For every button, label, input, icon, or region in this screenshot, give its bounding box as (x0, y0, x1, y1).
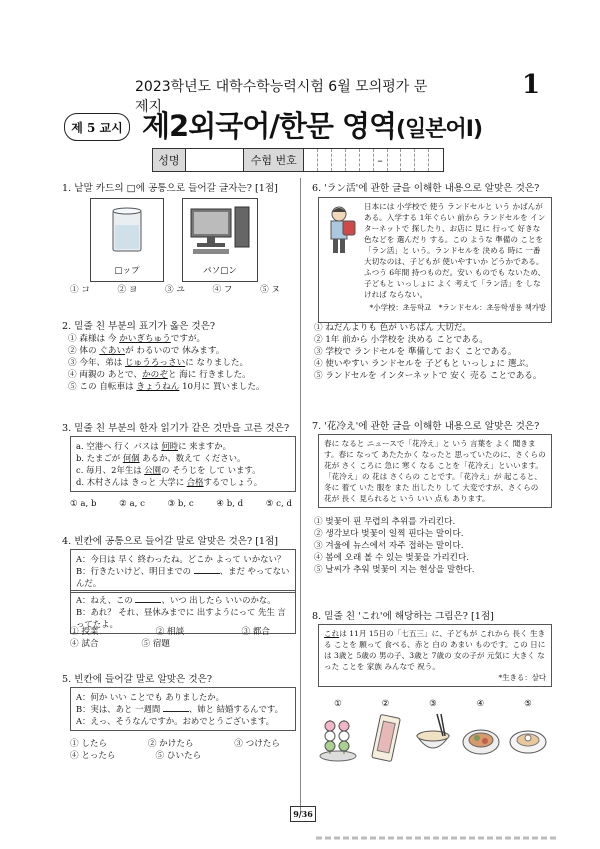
q2-title: 2. 밑줄 친 부분의 표기가 옳은 것은? (62, 321, 216, 332)
q4-option[interactable]: ⑤ 宿題 (141, 639, 171, 649)
name-exam-number-bar (152, 148, 444, 172)
dish-icon[interactable] (461, 712, 501, 762)
exam-no-cell[interactable] (332, 149, 346, 171)
subject-main: 제2외국어/한문 영역 (142, 109, 396, 143)
q5-option[interactable]: ③ つけたら (234, 739, 280, 749)
q1-option[interactable]: ③ ユ (165, 285, 185, 295)
exam-no-cell[interactable] (429, 149, 443, 171)
q3-box (70, 436, 296, 492)
computer-icon (183, 199, 257, 261)
q4-blank (135, 594, 161, 603)
q5-option[interactable]: ② かけたら (147, 739, 194, 749)
q2-option[interactable]: ② 体の ぐあいが わるいので 休みます。 (68, 346, 225, 356)
q8-note: *生きる：살다 (498, 673, 546, 682)
q1-card1-label: □ップ (114, 266, 140, 276)
q8-images (318, 712, 548, 762)
q3-line: a. 空港へ 行く バスは 何時に 来ますか。 (76, 441, 231, 451)
q3-option[interactable]: ③ b, c (167, 499, 194, 509)
q6-note: *小学校：초등학교 *ランドセル：초등학생용 책가방 (369, 303, 546, 312)
exam-no-cell[interactable] (360, 149, 374, 171)
q7-option[interactable]: ④ 봄에 오래 볼 수 있는 벚꽃을 가리킨다. (314, 553, 469, 563)
q7-box (318, 434, 552, 508)
q3-line: b. たまごが 何個 あるか、数えて ください。 (76, 453, 246, 463)
q8-passage: これは 11月 15日の「七五三」に、子どもが これから 長く 生きる ことを 願って 食べる、赤と 白の あまい ものです。この 日には 3歳と 5歳の 男の子、3歳と 7歳の 女の子が 元気に 大きく なった ことを 家族 みんなで 祝う。 (324, 629, 546, 671)
q6-box (318, 197, 552, 323)
q5-box: A：何か いい ことでも ありましたか。 B：実は、あと 一週間 、姉と 結婚するんです。 A：えっ、そうなんですか。おめでとうございます。 (70, 687, 296, 731)
name-field[interactable] (186, 149, 244, 171)
q4-option[interactable]: ③ 都合 (241, 627, 270, 637)
q1-title: 1. 낱말 카드의 □에 공통으로 들어갈 글자는? [1점] (62, 183, 278, 194)
q1-card-cup (90, 198, 164, 282)
exam-no-cell[interactable] (401, 149, 415, 171)
q6-title: 6. 'ラン活'에 관한 글을 이해한 내용으로 알맞은 것은? (312, 183, 540, 194)
q5-options (70, 738, 280, 762)
q6-option[interactable]: ③ 学校で ランドセルを 準備して おく ことである。 (314, 347, 517, 357)
q3-options (70, 498, 292, 510)
q3-line: c. 毎月、2年生は 公園の そうじを して います。 (76, 465, 261, 475)
q4-box1: A：今日は 早く 終わったね。どこか よって いかない？ B：行きたいけど、明日までの 、まだ やってないんだ。 (70, 549, 296, 593)
exam-no-label: 수험 번호 (244, 149, 304, 171)
q6-passage: 日本には 小学校で 使う ランドセルと いう かばんが ある。入学する 1年ぐらい 前から ランドセルを インターネットで 探したり、お店に 見に 行って 好きな 色などを 選んだり する。この ような 準備の ことを「ラン活」と いう。ランドセルを 決める 時に 一番 大切なのは、子どもが 使いやすいか どうかである。ふつう 6年間 持つものだ。安い ものでも ないため、子どもと いっしょに よく 考えて「ラン活」を しなければ ならない。 (364, 202, 546, 299)
dango-icon[interactable] (318, 712, 358, 762)
page-number: 1 (522, 70, 541, 100)
subject-sub: (일본어Ⅰ) (395, 117, 483, 142)
q4-option[interactable]: ④ 試合 (70, 639, 99, 649)
q1-option[interactable]: ① コ (70, 285, 90, 295)
q3-option[interactable]: ④ b, d (216, 499, 244, 509)
q5-blank (163, 703, 189, 712)
q6-option[interactable]: ② 1年 前から 小学校を 決める ことである。 (314, 335, 488, 345)
exam-no-dash: – (374, 149, 388, 171)
q8-option-label[interactable]: ① (334, 699, 342, 709)
q6-option[interactable]: ④ 使いやすい ランドセルを 子どもと いっしょに 選ぶ。 (314, 359, 534, 369)
q4-options (70, 626, 270, 650)
q8-option-label[interactable]: ③ (429, 699, 437, 709)
exam-title: 2023학년도 대학수학능력시험 6월 모의평가 문제지 (135, 79, 428, 115)
subject-title (142, 104, 482, 145)
q5-option[interactable]: ① したら (70, 739, 108, 749)
q4-blank (194, 565, 220, 574)
noodle-bowl-icon[interactable] (413, 712, 453, 762)
exam-no-cell[interactable] (346, 149, 360, 171)
q5-option[interactable]: ④ とったら (70, 751, 116, 761)
copyright-line (316, 826, 556, 832)
q7-options (314, 516, 554, 576)
q3-title: 3. 밑줄 친 부분의 한자 읽기가 같은 것만을 고른 것은? (62, 423, 290, 434)
q8-option-label[interactable]: ② (381, 699, 390, 709)
session-badge: 제 5 교시 (64, 113, 130, 141)
q4-title: 4. 빈칸에 공통으로 들어갈 말로 알맞은 것은? [1점] (62, 536, 279, 547)
column-divider (300, 178, 301, 814)
chitose-ame-icon[interactable] (366, 712, 406, 762)
q2-options (68, 333, 296, 393)
exam-no-cell[interactable] (415, 149, 429, 171)
q6-options (314, 322, 554, 382)
q1-options (70, 284, 280, 296)
q5-title: 5. 빈칸에 들어갈 말로 알맞은 것은? (62, 674, 213, 685)
q3-option[interactable]: ① a, b (70, 499, 97, 509)
q8-title: 8. 밑줄 친 'これ'에 해당하는 그림은? [1점] (312, 611, 494, 622)
q3-option[interactable]: ② a, c (119, 499, 145, 509)
q1-option[interactable]: ② ヨ (117, 285, 138, 295)
q8-option-label[interactable]: ④ (476, 699, 485, 709)
q8-option-label[interactable]: ⑤ (524, 699, 532, 709)
soup-plate-icon[interactable] (508, 712, 548, 762)
q8-box (318, 624, 552, 687)
q6-option[interactable]: ⑤ ランドセルを インターネットで 安く 売る ことである。 (314, 371, 542, 381)
q7-passage: 春に なると ニュースで「花冷え」と いう 言葉を よく 聞きます。春に なって あたたかく なったと 思っていたのに、さくらの 花が さく ころに 急に 寒く なる ことを「花冷え」といいます。「花冷え」の 花は さくらの ことです。「花冷え」が 起こると、冬に 着て いた 服を また 出したり して 大変ですが、さくらの 花が 長く 見られると いう いい 点も あります。 (324, 439, 546, 503)
exam-no-cell[interactable] (388, 149, 402, 171)
q1-option[interactable]: ④ フ (212, 285, 233, 295)
q3-option[interactable]: ⑤ c, d (265, 499, 292, 509)
q1-option[interactable]: ⑤ ヌ (260, 285, 280, 295)
q2-option[interactable]: ④ 両親の あとで、かのぞと 海に 行きました。 (68, 370, 251, 380)
page-counter: 9/36 (290, 806, 316, 822)
q4-box2: A：ねえ、この 、いつ 出したら いいのかな。 B：あれ？ それ、昼休みまでに 出すようにって 先生 言ってたよ。 (70, 590, 296, 634)
cup-icon (91, 199, 163, 261)
q3-line: d. 木村さんは きっと 大学に 合格するでしょう。 (76, 477, 263, 487)
q4-option[interactable]: ① 授業 (70, 627, 99, 637)
q7-title: 7. '花冷え'에 관한 글을 이해한 내용으로 알맞은 것은? (312, 421, 540, 432)
q4-option[interactable]: ② 相談 (155, 627, 185, 637)
exam-no-cell[interactable] (304, 149, 318, 171)
q8-labels (318, 698, 548, 710)
exam-no-cell[interactable] (318, 149, 332, 171)
q7-option[interactable]: ① 벚꽃이 핀 무렵의 추위를 가리킨다. (314, 517, 456, 527)
q2-option[interactable]: ① 森様は 今 かいぎちゅうですが。 (68, 334, 206, 344)
q7-option[interactable]: ② 생각보다 벚꽃이 일찍 핀다는 말이다. (314, 529, 464, 539)
q6-option[interactable]: ① ねだんよりも 色が いちばん 大切だ。 (314, 323, 472, 333)
q1-card-pc (182, 198, 258, 282)
q2-option[interactable]: ⑤ この 自転車は きょうねん 10月に 買いました。 (68, 382, 265, 392)
q1-card2-label: パソ□ン (203, 266, 237, 276)
name-label: 성명 (153, 149, 186, 171)
q5-option[interactable]: ⑤ ひいたら (155, 751, 202, 761)
q7-option[interactable]: ③ 겨울에 뉴스에서 자주 접하는 말이다. (314, 541, 464, 551)
q2-option[interactable]: ③ 今年、弟は じゅうろっさいに なりました。 (68, 358, 249, 368)
q7-option[interactable]: ⑤ 날씨가 추워 벚꽃이 지는 현상을 말한다. (314, 565, 475, 575)
student-icon (323, 204, 359, 256)
